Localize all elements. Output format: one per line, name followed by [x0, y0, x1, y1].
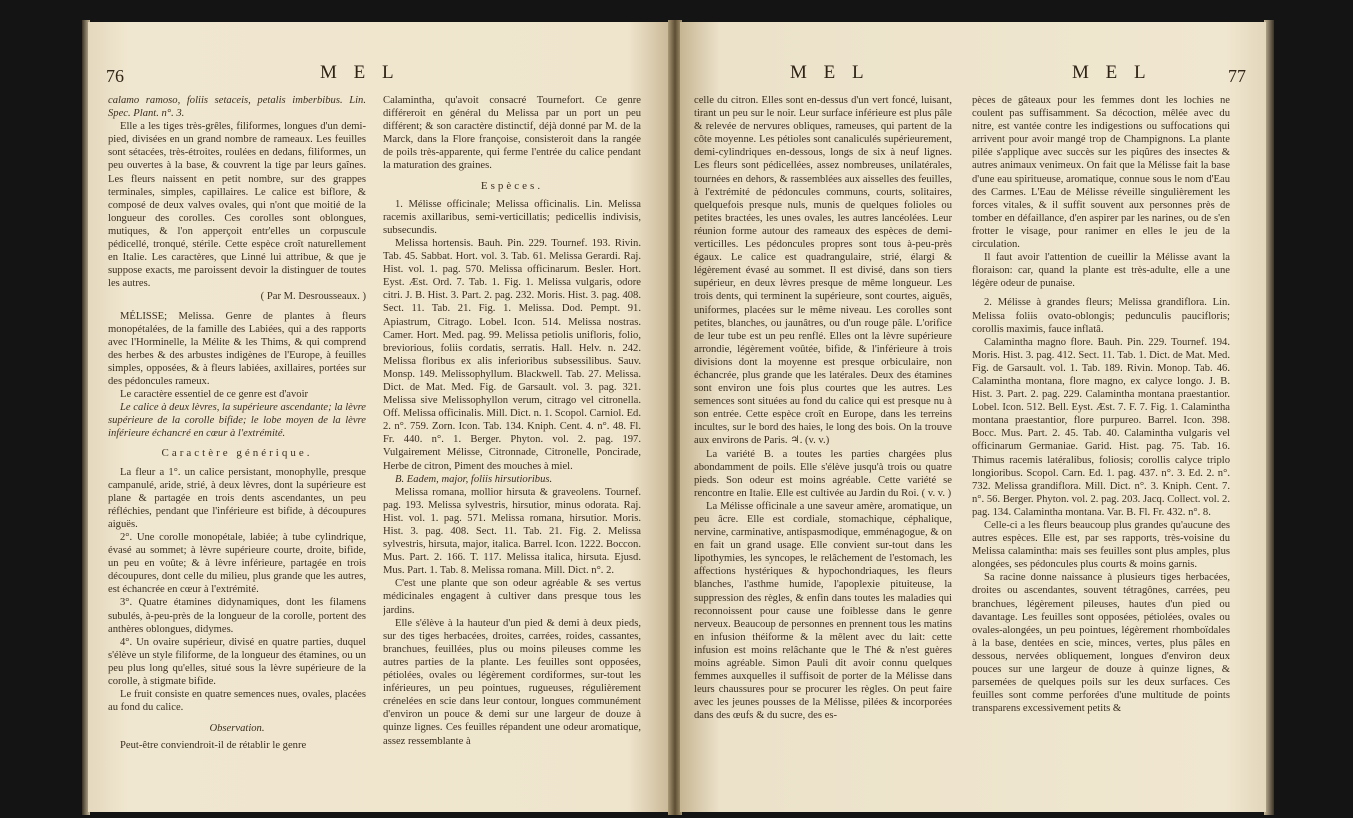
- right-page-number: 77: [1228, 66, 1246, 86]
- section-heading: Caractère générique.: [161, 447, 313, 460]
- paragraph: Sa racine donne naissance à plusieurs tiges herbacées, droites ou ascendantes, souvent tétragônes, carrées, peu branchues, légèrement pileuses, hautes d'un pied ou davantage. Les feuilles sont opposées, pétiolées, ovales ou ovales-alongées, un peu pointues, légèrement rhomboïdales à la base, dentées en scie, minces, vertes, plus pâles en dessous, nervées obliquement, longues d'environ deux pouces sur une largeur de douze à quinze lignes, & parsemées de quelques poils sur les deux surfaces. Ces feuilles sont comme perforées d'une multitude de points transparens excessivement petits &: [972, 572, 1230, 715]
- paragraph: 2. Mélisse à grandes fleurs; Melissa grandiflora. Lin. Melissa foliis ovato-oblongis; pedunculis paucifloris; corollis maximis, fauce inflatâ.: [972, 297, 1230, 335]
- paragraph: C'est une plante que son odeur agréable & ses vertus médicinales engagent à cultiver dans presque tous les jardins.: [383, 578, 641, 616]
- paragraph: 1. Mélisse officinale; Melissa officinalis. Lin. Melissa racemis axillaribus, semi-verticillatis; pedicellis indivisis, subsecundis.: [383, 198, 641, 236]
- paragraph: pèces de gâteaux pour les femmes dont les lochies ne coulent pas suffisamment. Sa décoction, mêlée avec du nitre, est vantée contre les indigestions ou suffocations qui arrivent pour avoir mangé trop de Champignons. La plante pilée s'applique avec succès sur les piqûres des insectes & autres animaux venimeux. On fait que la Mélisse fait la base d'une eau spiritueuse, aromatique, connue sous le nom d'Eau des Carmes. L'Eau de Mélisse réveille singulièrement les forces vitales, & il suffit souvent aux personnes près de tomber en défaillance, d'en aspirer par les narines, ou de s'en frotter le visage, pour ranimer en elles le jeu de la circulation.: [972, 95, 1230, 251]
- right-page-column-1: [694, 94, 952, 804]
- paragraph: Celle-ci a les fleurs beaucoup plus grandes qu'aucune des autres espèces. Elle est, par ses rapports, très-voisine du Melissa calamintha: mais ses feuilles sont plus amples, plus alongées, ses pédoncules plus courts & moins garnis.: [972, 520, 1230, 571]
- paragraph: Melissa hortensis. Bauh. Pin. 229. Tournef. 193. Rivin. Tab. 45. Sabbat. Hort. vol. 3. Tab. 61. Melissa Gerardi. Raj. Hist. vol. 1. pag. 570. Melissa officinarum. Besler. Hort. Eyst. Æst. Ord. 7. Tab. 1. Fig. 1. Melissa vulgaris, odore citri. J. B. Hist. 3. Part. 2. pag. 232. Moris. Hist. 3. pag. 408. Sect. 11. Tab. 21. Fig. 1. Melissa. Dod. Pempt. 91. Apiastrum, Citrago. Lobel. Icon. 514. Melissa nostras. Camer. Hort. Med. pag. 99. Melissa petiolis unifloris, folio, breviorious, foliis cordatis, serratis. Hall. Helv. n. 242. Melissa floribus ex alis inferioribus subsessilibus. Sauv. Monsp. 149. Melissophyllum. Blackwell. Tab. 27. Melissa. Dict. de Mat. Med. Fig. de Garsault. vol. 3. pag. 321. Melissa sive Melissophyllon verum, citrago vel citronella. Off. Melissa officinalis. Mill. Dict. n. 1. Scopol. Carniol. Ed. 2. n°. 759. Zorn. Icon. Tab. 134. Kniph. Cent. 4. n°. 48. Fl. Fr. 440. n°. 1. Berger. Phyton. vol. 2. pag. 197. Vulgairement Mélisse, Citronnade, Citronelle, Poncirade, Herbe de citron, Piment des mouches à miel.: [383, 237, 641, 472]
- paragraph: Peut-être conviendroit-il de rétablir le genre: [120, 740, 307, 752]
- right-page-column-2: [972, 94, 1230, 804]
- paragraph: Calamintha, qu'avoit consacré Tournefort. Ce genre différeroit en général du Melissa par un port un peu différent; & son caractère distinctif, déjà donné par M. de la Marck, dans la Flore françoise, consisteroit dans la rangée de poils très-apparente, qui ferme l'entrée du calice pendant la maturation des graines.: [383, 95, 641, 172]
- paragraph: MÉLISSE; Melissa. Genre de plantes à fleurs monopétalées, de la famille des Labiées, qui a des rapports avec l'Horminelle, la Mélite & les Thims, & qui comprend des herbes & des arbustes indigènes de l'Europe, à feuilles simples, opposées, & à fleurs labiées, axillaires, portées sur des pédoncules rameux.: [108, 310, 366, 387]
- paragraph: 3°. Quatre étamines didynamiques, dont les filamens subulés, à-peu-près de la longueur de la corolle, portent des anthères oblongues, didymes.: [108, 597, 366, 635]
- paragraph: 4°. Un ovaire supérieur, divisé en quatre parties, duquel s'élève un style filiforme, de la longueur des étamines, ou un peu plus long qu'elles, situé sous la lèvre supérieure de la corolle, à stigmate bifide.: [108, 636, 366, 688]
- right-page: [680, 22, 1266, 812]
- paragraph: calamo ramoso, foliis setaceis, petalis imberbibus. Lin. Spec. Plant. n°. 3.: [108, 95, 366, 120]
- paragraph: Le caractère essentiel de ce genre est d'avoir: [120, 389, 309, 401]
- paragraph: 2°. Une corolle monopétale, labiée; à tube cylindrique, évasé au sommet; à lèvre supérieure courte, droite, bifide, un peu en voûte; & à lèvre inférieure, partagée en trois découpures, dont celle du milieu, plus grande que les autres, est échancrée en cœur à l'extrémité.: [108, 532, 366, 596]
- paragraph: La fleur a 1°. un calice persistant, monophylle, presque campanulé, aride, strié, à deux lèvres, dont la supérieure est plane & partagée en trois dents ascendantes, un peu réfléchies, pendant que l'inférieure est bifide, à découpures aiguës.: [108, 466, 366, 530]
- paragraph: La variété B. a toutes les parties chargées plus abondamment de poils. Elle s'élève jusqu'à trois ou quatre pieds. Son odeur est moins agréable. Cette variété se rencontre en Italie. Elle est cultivée au Jardin du Roi. ( v. v. ): [694, 448, 952, 499]
- left-running-head: M E L: [320, 62, 400, 83]
- right-running-head-2: M E L: [1072, 62, 1152, 83]
- paragraph: Elle s'élève à la hauteur d'un pied & demi à deux pieds, sur des tiges herbacées, droites, carrées, roides, cassantes, branchues, feuillées, plus ou moins pileuses comme les autres parties de la plante. Les feuilles sont opposées, pétiolées, ovales ou légèrement cordiformes, sur-tout les inférieures, un peu pointues, rugueuses, régulièrement crénelées en scie dans leur contour, longues communément d'environ un pouce & demi sur une largeur de douze à quinze lignes. Ces feuilles répandent une odeur aromatique, assez ressemblante à: [383, 617, 641, 747]
- paragraph: Le fruit consiste en quatre semences nues, ovales, placées au fond du calice.: [108, 689, 366, 714]
- paragraph: Calamintha magno flore. Bauh. Pin. 229. Tournef. 194. Moris. Hist. 3. pag. 412. Sect. 11. Tab. 1. Dict. de Mat. Med. Fig. de Garsault. vol. 1. Tab. 189. Rivin. Monop. Tab. 46. Calamintha montana, flore magno, ex calyce longo. J. B. Hist. 3. Part. 2. pag. 229. Calamintha montana praestantior. Lobel. Icon. 512. Bell. Eyst. Æst. 7. F. 7. Fig. 1. Calamintha montana praestantior, flore purpureo. Barrel. Icon. 398. Bocc. Mus. Part. 2. 45. Tab. 40. Calamintha vulgaris vel officinarum Germaniae. Garid. Hist. pag. 75. Tab. 16. Thimus racemis latéralibus, foliosis; corollis calyce triplo longioribus. Scopol. Carn. Ed. 1. pag. 437. n°. 3. Ed. 2. n°. 732. Melissa grandiflora. Mill. Dict. n°. 3. Kniph. Cent. 7. n°. 56. Berger. Phyton. vol. 2. pag. 203. Jacq. Collect. vol. 2. pag. 134. Calamintha montana. Var. B. Fl. Fr. 432. n°. 8.: [972, 336, 1230, 518]
- paragraph: Il faut avoir l'attention de cueillir la Mélisse avant la floraison: car, quand la plante est très-adulte, elle a une légère odeur de punaise.: [972, 252, 1230, 290]
- paragraph: La Mélisse officinale a une saveur amère, aromatique, un peu âcre. Elle est cordiale, stomachique, céphalique, nervine, carminative, antispasmodique, emménagogue, & on en fait un grand usage. Elle convient sur-tout dans les lipothymies, les syncopes, le relâchement de l'estomach, les affections hystériques & hypochondriaques, les fleurs blanches, l'asthme humide, l'apoplexie pituiteuse, la suppression des règles, & enfin dans toutes les maladies qui reconnoissent pour cause une foiblesse dans le genre nerveux. Beaucoup de personnes en prennent tous les matins en infusion théiforme & la mêlent avec du lait: cette infusion est moins relâchante que le Thé & n'est guères moins agréable. Simon Pauli dit avoir connu quelques femmes auxquelles il suffisoit de porter de la Mélisse dans leurs chaussures pour se procurer les règles. On peut faire avec les jeunes pousses de la Mélisse, pilées & incorporées dans des œufs & du sucre, des es-: [694, 500, 952, 722]
- paragraph: celle du citron. Elles sont en-dessus d'un vert foncé, luisant, tirant un peu sur le noir. Leur surface inférieure est plus pâle & relevée de nervures obliques, rameuses, qui partent de la côte moyenne. Les pétioles sont canaliculés supérieurement, demi-cylindriques en-dessous, longs de six à neuf lignes. Les fleurs sont pédicellées, assez nombreuses, unilatérales, tournées en dehors, & rassemblées aux aisselles des feuilles, à l'extrémité de pédoncules communs, courts, solitaires, quelquefois presque nuls, munis de quelques folioles ou petites bractées, les unes ovales, les autres lancéolées. Leur réunion forme autour des rameaux des espèces de demi-verticilles. Les pédoncules propres sont tous à-peu-près égaux. Le calice est quadrangulaire, strié, élargi & légèrement évasé au sommet. Il est divisé, dans son tiers supérieur, en deux lèvres presque de même longueur. Les trois dents, qui terminent la supérieure, sont courtes, aiguës, uniformes, placées sur le même niveau. Les corolles sont petites, blanches, ou jaunâtres, ou d'un rouge pâle. L'orifice de leur tube est un peu renflé. Elles ont la lèvre supérieure arrondie, légèrement voûtée, bifide, & l'inférieure à trois divisions dont la moyenne est presque orbiculaire, non échancrée, plus grande que les latérales. Deux des étamines sont environ une fois plus courtes que les autres. Les semences sont situées au fond du calice qui est presque nu à son entrée. Cette espèce croît en Europe, dans les terreins incultes, sur le bord des haies, le long des bois. On la trouve aux environs de Paris. ♃. (v. v.): [694, 95, 952, 447]
- left-page-column-2: [383, 94, 641, 804]
- subheading: Observation.: [209, 723, 265, 735]
- paragraph: B. Eadem, major, foliis hirsutioribus.: [395, 473, 553, 485]
- author-signature: ( Par M. Desrousseaux. ): [260, 291, 366, 303]
- left-page-column-1: [108, 94, 366, 804]
- left-page: [88, 22, 670, 812]
- right-running-head: M E L: [790, 62, 870, 83]
- paragraph: Elle a les tiges très-grêles, filiformes, longues d'un demi-pied, divisées en un grand nombre de rameaux. Les feuilles sont sétacées, très-étroites, roulées en dedans, filiformes, un peu ouvertes à la base, & couvrent la tige par leurs gaînes. Les fleurs naissent en petit nombre, sur des grappes terminales, simples, capillaires. Le calice est biflore, & composé de deux valves ovales, qui n'ont que moitié de la longueur des corolles. Ces corolles sont oblongues, mutiques, & l'on apperçoit entr'elles un corpuscule pédicellé, tronqué, stérile. Cette espèce croît naturellement en Italie. Les caractères, que Linné lui attribue, & que je suppose exacts, me paroissent devoir la distinguer de toutes les autres.: [108, 121, 366, 290]
- paragraph: Melissa romana, mollior hirsuta & graveolens. Tournef. pag. 193. Melissa sylvestris, hirsutior, minus odorata. Raj. Hist. vol. 1. pag. 571. Melissa romana, hirsutior. Moris. Hist. 3. pag. 408. Sect. 11. Tab. 21. Fig. 2. Melissa sylvestris, hirsuta, major, italica. Barrel. Icon. 1222. Boccon. Mus. Part. 2. 166. T. 117. Melissa italica, hirsuta. Ejusd. Mus. Part. 1. Tab. 8. Melissa romana. Mill. Dict. n°. 2.: [383, 486, 641, 577]
- section-heading: Espèces.: [480, 179, 544, 192]
- paragraph: Le calice à deux lèvres, la supérieure ascendante; la lèvre supérieure de la corolle bifide; le lobe moyen de la lèvre inférieure échancré en cœur à l'extrémité.: [108, 402, 366, 440]
- left-page-number: 76: [106, 66, 124, 86]
